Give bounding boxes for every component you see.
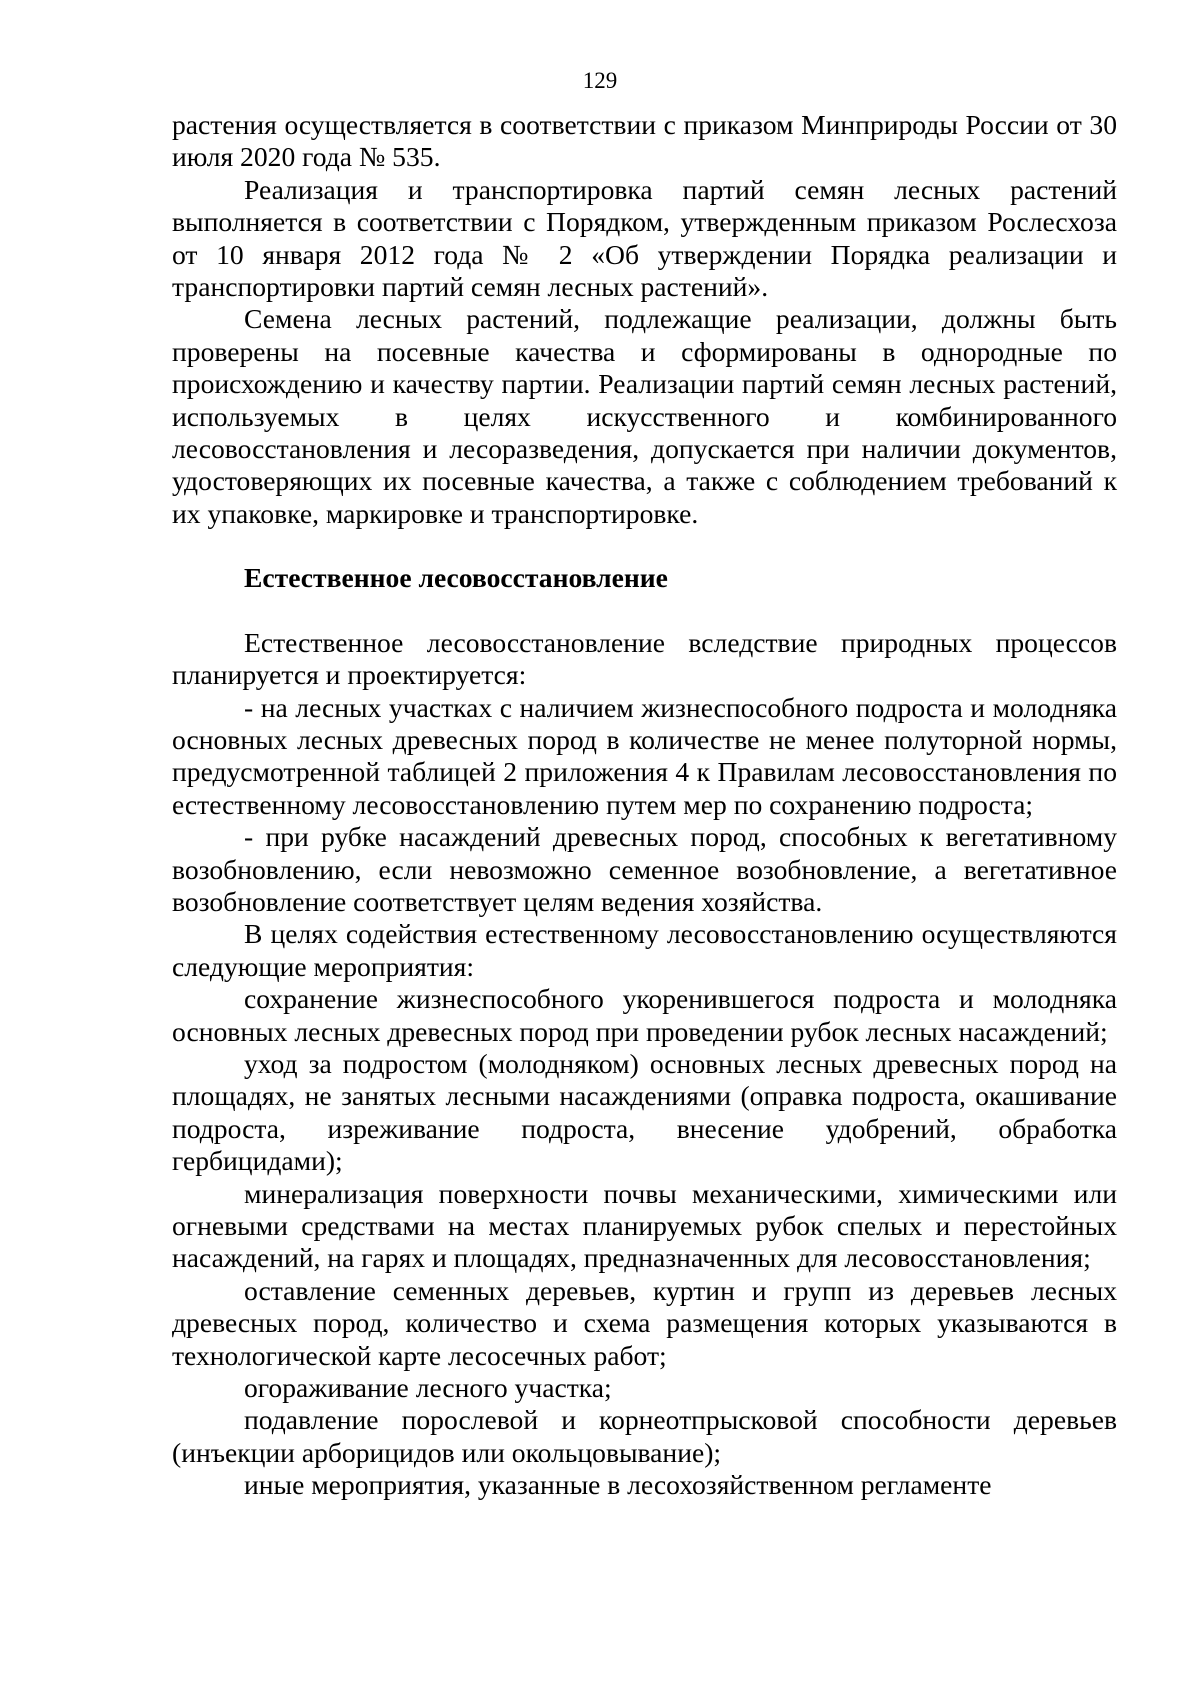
list-item: - на лесных участках с наличием жизнеспособного подроста и молодняка основных лесных древесных пород в количестве не менее полуторной нормы, предусмотренной таблицей 2 приложения 4 к Правилам лесовосстановления по естественному лесовосстановлению путем мер по сохранению подроста;	[172, 691, 1117, 820]
list-item: подавление порослевой и корнеотпрысковой способности деревьев (инъекции арборицидов или окольцовывание);	[172, 1404, 1117, 1468]
section-heading: Естественное лесовосстановление	[244, 562, 668, 594]
list-item: - при рубке насаждений древесных пород, способных к вегетативному возобновлению, если невозможно семенное возобновление, а вегетативное возобновление соответствует целям ведения хозяйства.	[172, 821, 1117, 917]
list-item: уход за подростом (молодняком) основных лесных древесных пород на площадях, не занятых лесными насаждениями (оправка подроста, окашивание подроста, изреживание подроста, внесение удобрений, обработка гербицидами);	[172, 1047, 1117, 1177]
list-item: оставление семенных деревьев, куртин и групп из деревьев лесных древесных пород, количество и схема размещения которых указываются в технологической карте лесосечных работ;	[172, 1274, 1117, 1371]
paragraph: В целях содействия естественному лесовосстановлению осуществляются следующие мероприятия:	[172, 918, 1117, 982]
list-item: сохранение жизнеспособного укоренившегося подроста и молодняка основных лесных древесных пород при проведении рубок лесных насаждений;	[172, 983, 1117, 1047]
list-item: минерализация поверхности почвы механическими, химическими или огневыми средствами на местах планируемых рубок спелых и перестойных насаждений, на гарях и площадях, предназначенных для лесовосстановления;	[172, 1177, 1117, 1274]
list-item: огораживание лесного участка;	[244, 1372, 612, 1404]
document-body	[172, 109, 1117, 1502]
paragraph: растения осуществляется в соответствии с приказом Минприроды России от 30 июля 2020 года № 535.	[172, 109, 1117, 173]
paragraph: Естественное лесовосстановление вследствие природных процессов планируется и проектируется:	[172, 626, 1117, 691]
page-number: 129	[582, 68, 618, 93]
list-item: иные мероприятия, указанные в лесохозяйственном регламенте	[244, 1469, 992, 1501]
paragraph: Семена лесных растений, подлежащие реализации, должны быть проверены на посевные качества и сформированы в однородные по происхождению и качеству партии. Реализации партий семян лесных растений, используемых в целях искусственного и комбинированного лесовосстановления и лесоразведения, допускается при наличии документов, удостоверяющих их посевные качества, а также с соблюдением требований к их упаковке, маркировке и транспортировке.	[172, 303, 1117, 529]
paragraph: Реализация и транспортировка партий семян лесных растений выполняется в соответствии с Порядком, утвержденным приказом Рослесхоза от 10 января 2012 года № 2 «Об утверждении Порядка реализации и транспортировки партий семян лесных растений».	[172, 173, 1117, 303]
